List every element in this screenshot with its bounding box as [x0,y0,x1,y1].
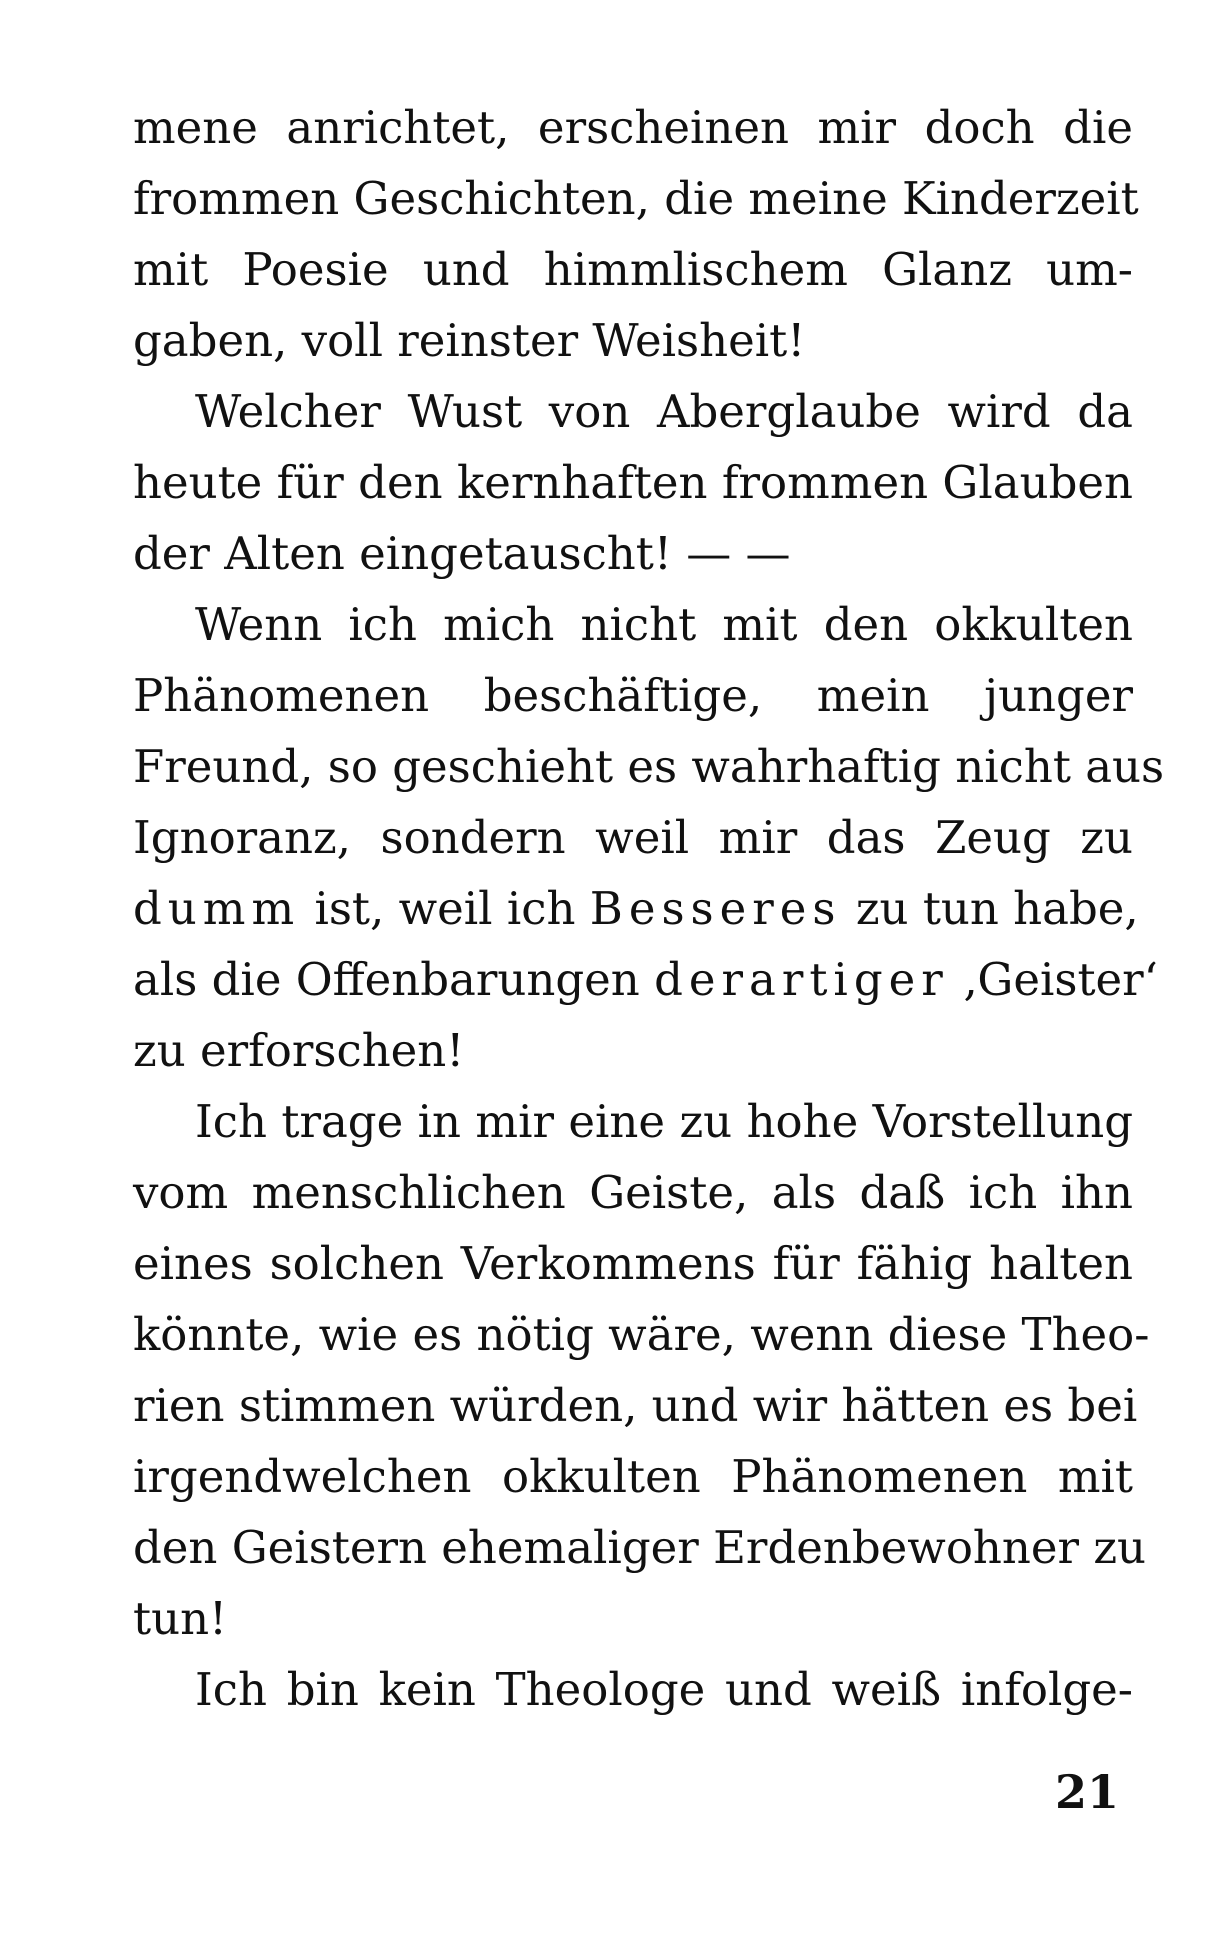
text-line: der Alten eingetauscht! — — [133,527,791,580]
text-line: könnte, wie es nötig wäre, wenn diese Theo- [133,1308,1150,1361]
spaced-emphasis: derartiger [654,953,949,1006]
text-line: Freund, so geschieht es wahrhaftig nicht aus [133,740,1165,793]
text-line: Ignoranz, sondern weil mir das Zeug zu [133,811,1133,864]
text-line: vom menschlichen Geiste, als daß ich ihn [133,1166,1133,1219]
body-text [133,92,1165,1725]
text-line: frommen Geschichten, die meine Kinderzeit [133,172,1139,225]
spaced-emphasis: Besseres [589,882,842,935]
text-line-emphasis [133,873,1139,944]
text-segment: als die Offenbarungen [133,953,655,1006]
text-line-emphasis [133,944,1158,1015]
text-line: eines solchen Verkommens für fähig halten [133,1237,1133,1290]
text-line: zu erforschen! [133,1024,465,1077]
text-line: heute für den kernhaften frommen Glauben [133,456,1133,509]
text-line: Welcher Wust von Aberglaube wird da [195,385,1133,438]
text-segment: ‚Geister‘ [948,953,1158,1006]
text-line: gaben, voll reinster Weisheit! [133,314,806,367]
text-line: mit Poesie und himmlischem Glanz um- [133,243,1133,296]
text-line: Ich bin kein Theologe und weiß infolge- [195,1663,1133,1716]
spaced-emphasis: dumm [133,882,301,935]
text-segment: ist, weil ich [300,882,590,935]
text-segment: zu tun habe, [841,882,1139,935]
text-line: tun! [133,1592,228,1645]
text-line: Wenn ich mich nicht mit den okkulten [195,598,1133,651]
text-line: rien stimmen würden, und wir hätten es bei [133,1379,1138,1432]
text-line: Ich trage in mir eine zu hohe Vorstellung [195,1095,1133,1148]
page-number: 21 [1055,1765,1120,1819]
text-line: Phänomenen beschäftige, mein junger [133,669,1133,722]
text-line: mene anrichtet, erscheinen mir doch die [133,101,1133,154]
text-line: irgendwelchen okkulten Phänomenen mit [133,1450,1133,1503]
text-line: den Geistern ehemaliger Erdenbewohner zu [133,1521,1147,1574]
